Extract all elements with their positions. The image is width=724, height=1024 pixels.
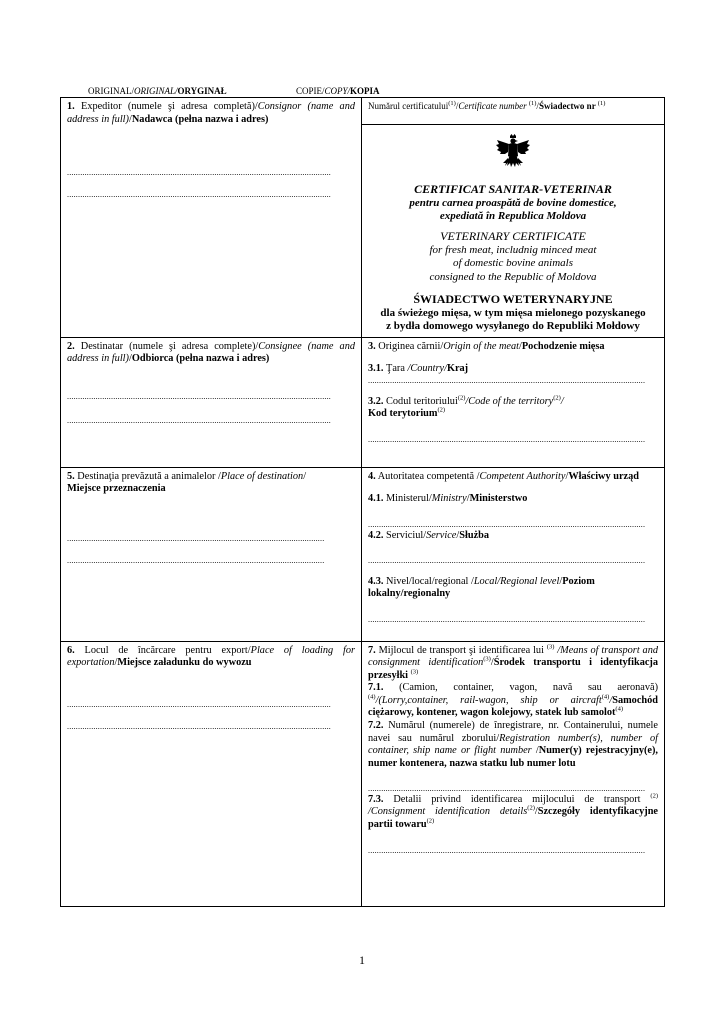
ministry-label: 4.1. Ministerul/Ministry/Ministerstwo	[368, 493, 528, 505]
en-subtitle-3: consigned to the Republic of Moldova	[429, 270, 597, 283]
certificate-form	[60, 97, 665, 907]
consignment-details-label: 7.3. Detalii privind identificarea mijlocului de transport $^{(2)}$ /Consignment identification details$^{(2)}$/Szczegóły identyfikacyjne partii towaru$^{(2)}$	[368, 792, 658, 831]
consignee-line-1[interactable]: ........................................................................................................................	[67, 391, 331, 401]
page-number: 1	[359, 953, 365, 967]
level-label: 4.3. Nivel/local/regional /Local/Regional level/Poziom lokalny/regionalny	[368, 575, 595, 600]
registration-label: 7.2. Numărul (numerele) de înregistrare, nr. Containerului, numele navei sau numărul zborului/Registration number(s), number of container, ship name or flight number /Numer(y) rejestracyjny(e), numer kontenera, nazwa statku lub numer lotu	[368, 720, 659, 769]
box-4-label: 4. Autoritatea competentă /Competent Authority/Właściwy urząd	[368, 470, 639, 482]
en-subtitle-2: of domestic bovine animals	[452, 257, 574, 270]
loading-place-line-2[interactable]: ........................................................................................................................	[67, 721, 331, 731]
copy-label: COPIE/COPY/KOPIA	[296, 86, 380, 96]
territory-code-line[interactable]: ..............................................................................................................................	[368, 434, 646, 444]
consignee-line-2[interactable]: ........................................................................................................................	[67, 415, 331, 425]
box-1-label: 1. Expeditor (numele şi adresa completă)/Consignor (name and address in full)/Nadawca (pełna nazwa i adres)	[67, 101, 356, 125]
consignment-details-line[interactable]: ..............................................................................................................................	[368, 845, 646, 855]
pl-title: ŚWIADECTWO WETERYNARYJNE	[413, 292, 613, 307]
destination-line-2[interactable]: .....................................................................................................................	[67, 555, 325, 565]
box-1-consignor	[61, 98, 362, 338]
ministry-line[interactable]: ..............................................................................................................................	[368, 519, 646, 529]
country-line[interactable]: ..............................................................................................................................	[368, 375, 646, 385]
box-2-consignee	[61, 337, 362, 467]
territory-code-label: 3.2. Codul teritoriului$^{(2)}$/Code of the territory$^{(2)}$/ Kod terytorium$^{(2)}$	[368, 394, 564, 420]
box-5-label: 5. Destinaţia prevăzută a animalelor /Place of destination/ Miejsce przeznaczenia	[67, 470, 307, 495]
service-label: 4.2. Serviciul/Service/Służba	[368, 529, 490, 541]
box-4-competent-authority	[362, 467, 665, 641]
en-subtitle-1: for fresh meat, includnig minced meat	[429, 244, 597, 257]
box-2-label: 2. Destinatar (numele şi adresa complete)/Consignee (name and address in full)/Odbiorca (pełna nazwa i adres)	[67, 340, 356, 365]
box-6-label: 6. Locul de încărcare pentru export/Place of loading for exportation/Miejsce załadunku do wywozu	[67, 644, 355, 669]
box-6-loading-place	[61, 641, 362, 906]
box-7-label: 7. Mijlocul de transport şi identificarea lui $^{(3)}$ /Means of transport and consignment identification$^{(3)}$/Środek transportu i identyfikacja przesyłki $^{(3)}$	[368, 643, 658, 681]
box-3-origin	[362, 337, 665, 467]
certificate-number[interactable]: Numărul certificatului$^{(1)}$/Certificate number $^{(1)}$/Świadectwo nr $^{(1)}$	[362, 98, 665, 125]
consignor-line-2[interactable]: ........................................................................................................................	[67, 189, 331, 199]
transport-type-label: 7.1. (Camion, container, vagon, navă sau aeronavă)$^{(4)}$/(Lorry,container, rail-wagon, ship or aircraft$^{(4)}$/Samochód ciężarowy, kontener, wagon kolejowy, statek lub samolot$^{(4)}$	[368, 682, 658, 719]
level-line[interactable]: ..............................................................................................................................	[368, 614, 646, 624]
registration-line[interactable]: ..............................................................................................................................	[368, 784, 646, 794]
certificate-title-block	[362, 125, 665, 338]
ro-subtitle-1: pentru carnea proaspătă de bovine domestice,	[409, 196, 617, 209]
box-5-destination	[61, 467, 362, 641]
consignor-line-1[interactable]: ........................................................................................................................	[67, 168, 331, 178]
original-label: ORIGINAL/ORIGINAL/ORYGINAŁ	[88, 86, 227, 96]
box-7-transport	[362, 641, 665, 906]
ro-title: CERTIFICAT SANITAR-VETERINAR	[414, 182, 612, 196]
box-3-label: 3. Originea cărnii/Origin of the meat/Pochodzenie mięsa	[368, 340, 605, 352]
destination-line-1[interactable]: .....................................................................................................................	[67, 533, 325, 543]
pl-subtitle-2: z bydła domowego wysyłanego do Republiki Mołdowy	[386, 320, 640, 333]
service-line[interactable]: ..............................................................................................................................	[368, 556, 646, 566]
en-title: VETERINARY CERTIFICATE	[440, 229, 586, 244]
ro-subtitle-2: expediată în Republica Moldova	[439, 210, 587, 223]
pl-subtitle-1: dla świeżego mięsa, w tym mięsa mielonego pozyskanego	[380, 306, 646, 319]
country-label: 3.1. Ţara /Country/Kraj	[368, 363, 469, 375]
eagle-emblem-icon	[493, 132, 533, 172]
loading-place-line-1[interactable]: ........................................................................................................................	[67, 699, 331, 709]
